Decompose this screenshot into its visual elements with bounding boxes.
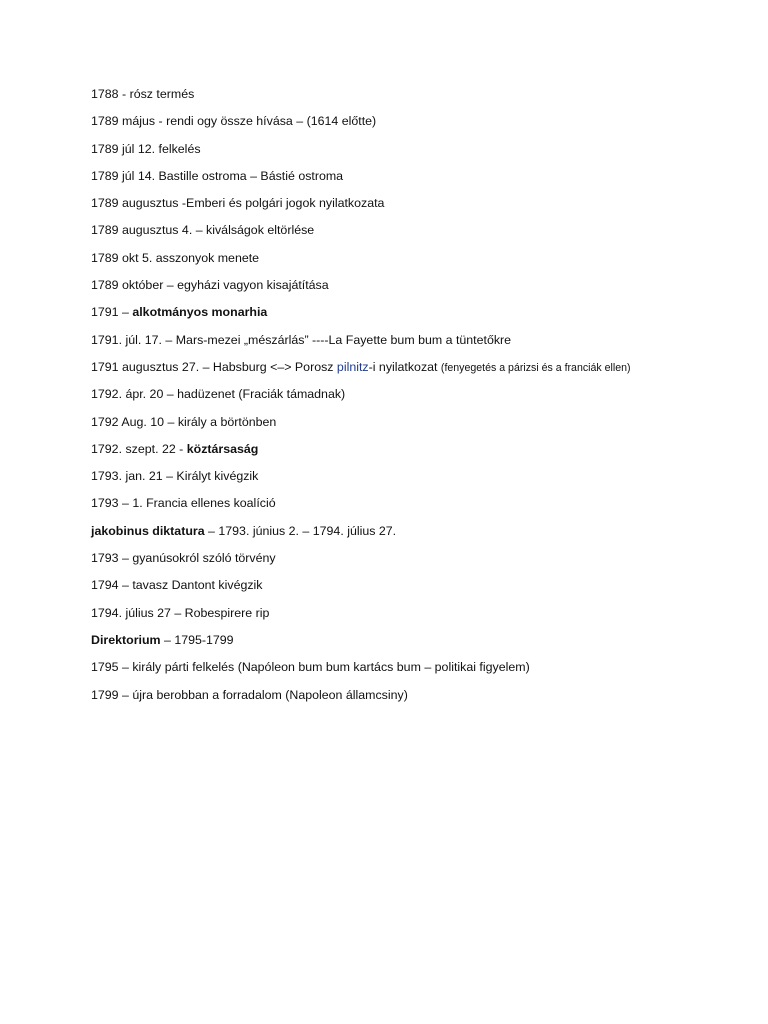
timeline-line-1793-jan: 1793. jan. 21 – Királyt kivégzik — [91, 469, 259, 484]
timeline-line-1791-monarchy — [91, 303, 751, 330]
small-note: (fenyegetés a párizsi és a franciák ellen) — [440, 361, 631, 374]
timeline-line-1791-aug-27 — [91, 358, 751, 385]
timeline-line-1792-apr: 1792. ápr. 20 – hadüzenet (Fraciák támadnak) — [91, 387, 346, 402]
timeline-line-1789-jul-14: 1789 júl 14. Bastille ostroma – Bástié ostroma — [91, 168, 344, 183]
timeline-line-1789-oct-5: 1789 okt 5. asszonyok menete — [91, 250, 260, 265]
line-prefix: 1792. szept. 22 - — [91, 441, 187, 456]
timeline-line-1792-aug: 1792 Aug. 10 – király a börtönben — [91, 414, 277, 429]
timeline-line-1791-jul-17: 1791. júl. 17. – Mars-mezei „mészárlás” ----La Fayette bum bum a tüntetőkre — [91, 332, 512, 347]
bold-term: alkotmányos monarhia — [132, 305, 268, 320]
line-suffix: – 1793. június 2. – 1794. július 27. — [204, 523, 397, 538]
timeline-line-1795: 1795 – király párti felkelés (Napóleon bum bum kartács bum – politikai figyelem) — [91, 660, 530, 675]
bold-term: jakobinus diktatura — [91, 523, 205, 538]
timeline-line-1789-may: 1789 május - rendi ogy össze hívása – (1614 előtte) — [91, 114, 377, 129]
timeline-line-1789-jul-12: 1789 júl 12. felkelés — [91, 141, 201, 156]
timeline-line-1794-jul: 1794. július 27 – Robespirere rip — [91, 605, 270, 620]
timeline-line-1789-oct: 1789 október – egyházi vagyon kisajátítása — [91, 278, 329, 293]
line-prefix: 1791 – — [91, 305, 133, 320]
timeline-line-1788: 1788 - rósz termés — [91, 87, 195, 101]
timeline-line-1793-law: 1793 – gyanúsokról szóló törvény — [91, 551, 276, 566]
bold-term: köztársaság — [186, 441, 259, 456]
timeline-line-jacobin — [91, 522, 751, 549]
timeline-line-1799: 1799 – újra berobban a forradalom (Napoleon államcsiny) — [91, 687, 408, 702]
timeline-list — [91, 85, 751, 713]
pilnitz-link[interactable]: pilnitz — [336, 359, 369, 374]
line-suffix: -i nyilatkozat — [368, 359, 441, 374]
timeline-line-directory — [91, 631, 751, 658]
bold-term: Direktorium — [91, 632, 161, 647]
timeline-line-1793-coalition: 1793 – 1. Francia ellenes koalíció — [91, 496, 276, 511]
timeline-line-1789-aug-4: 1789 augusztus 4. – kiválságok eltörlése — [91, 223, 315, 238]
timeline-line-1789-aug-rights: 1789 augusztus -Emberi és polgári jogok nyilatkozata — [91, 196, 385, 211]
timeline-line-1792-sept — [91, 440, 751, 467]
timeline-line-1794-spring: 1794 – tavasz Dantont kivégzik — [91, 578, 263, 593]
line-prefix: 1791 augusztus 27. – Habsburg <–> Porosz — [91, 359, 337, 374]
line-suffix: – 1795-1799 — [160, 632, 234, 647]
